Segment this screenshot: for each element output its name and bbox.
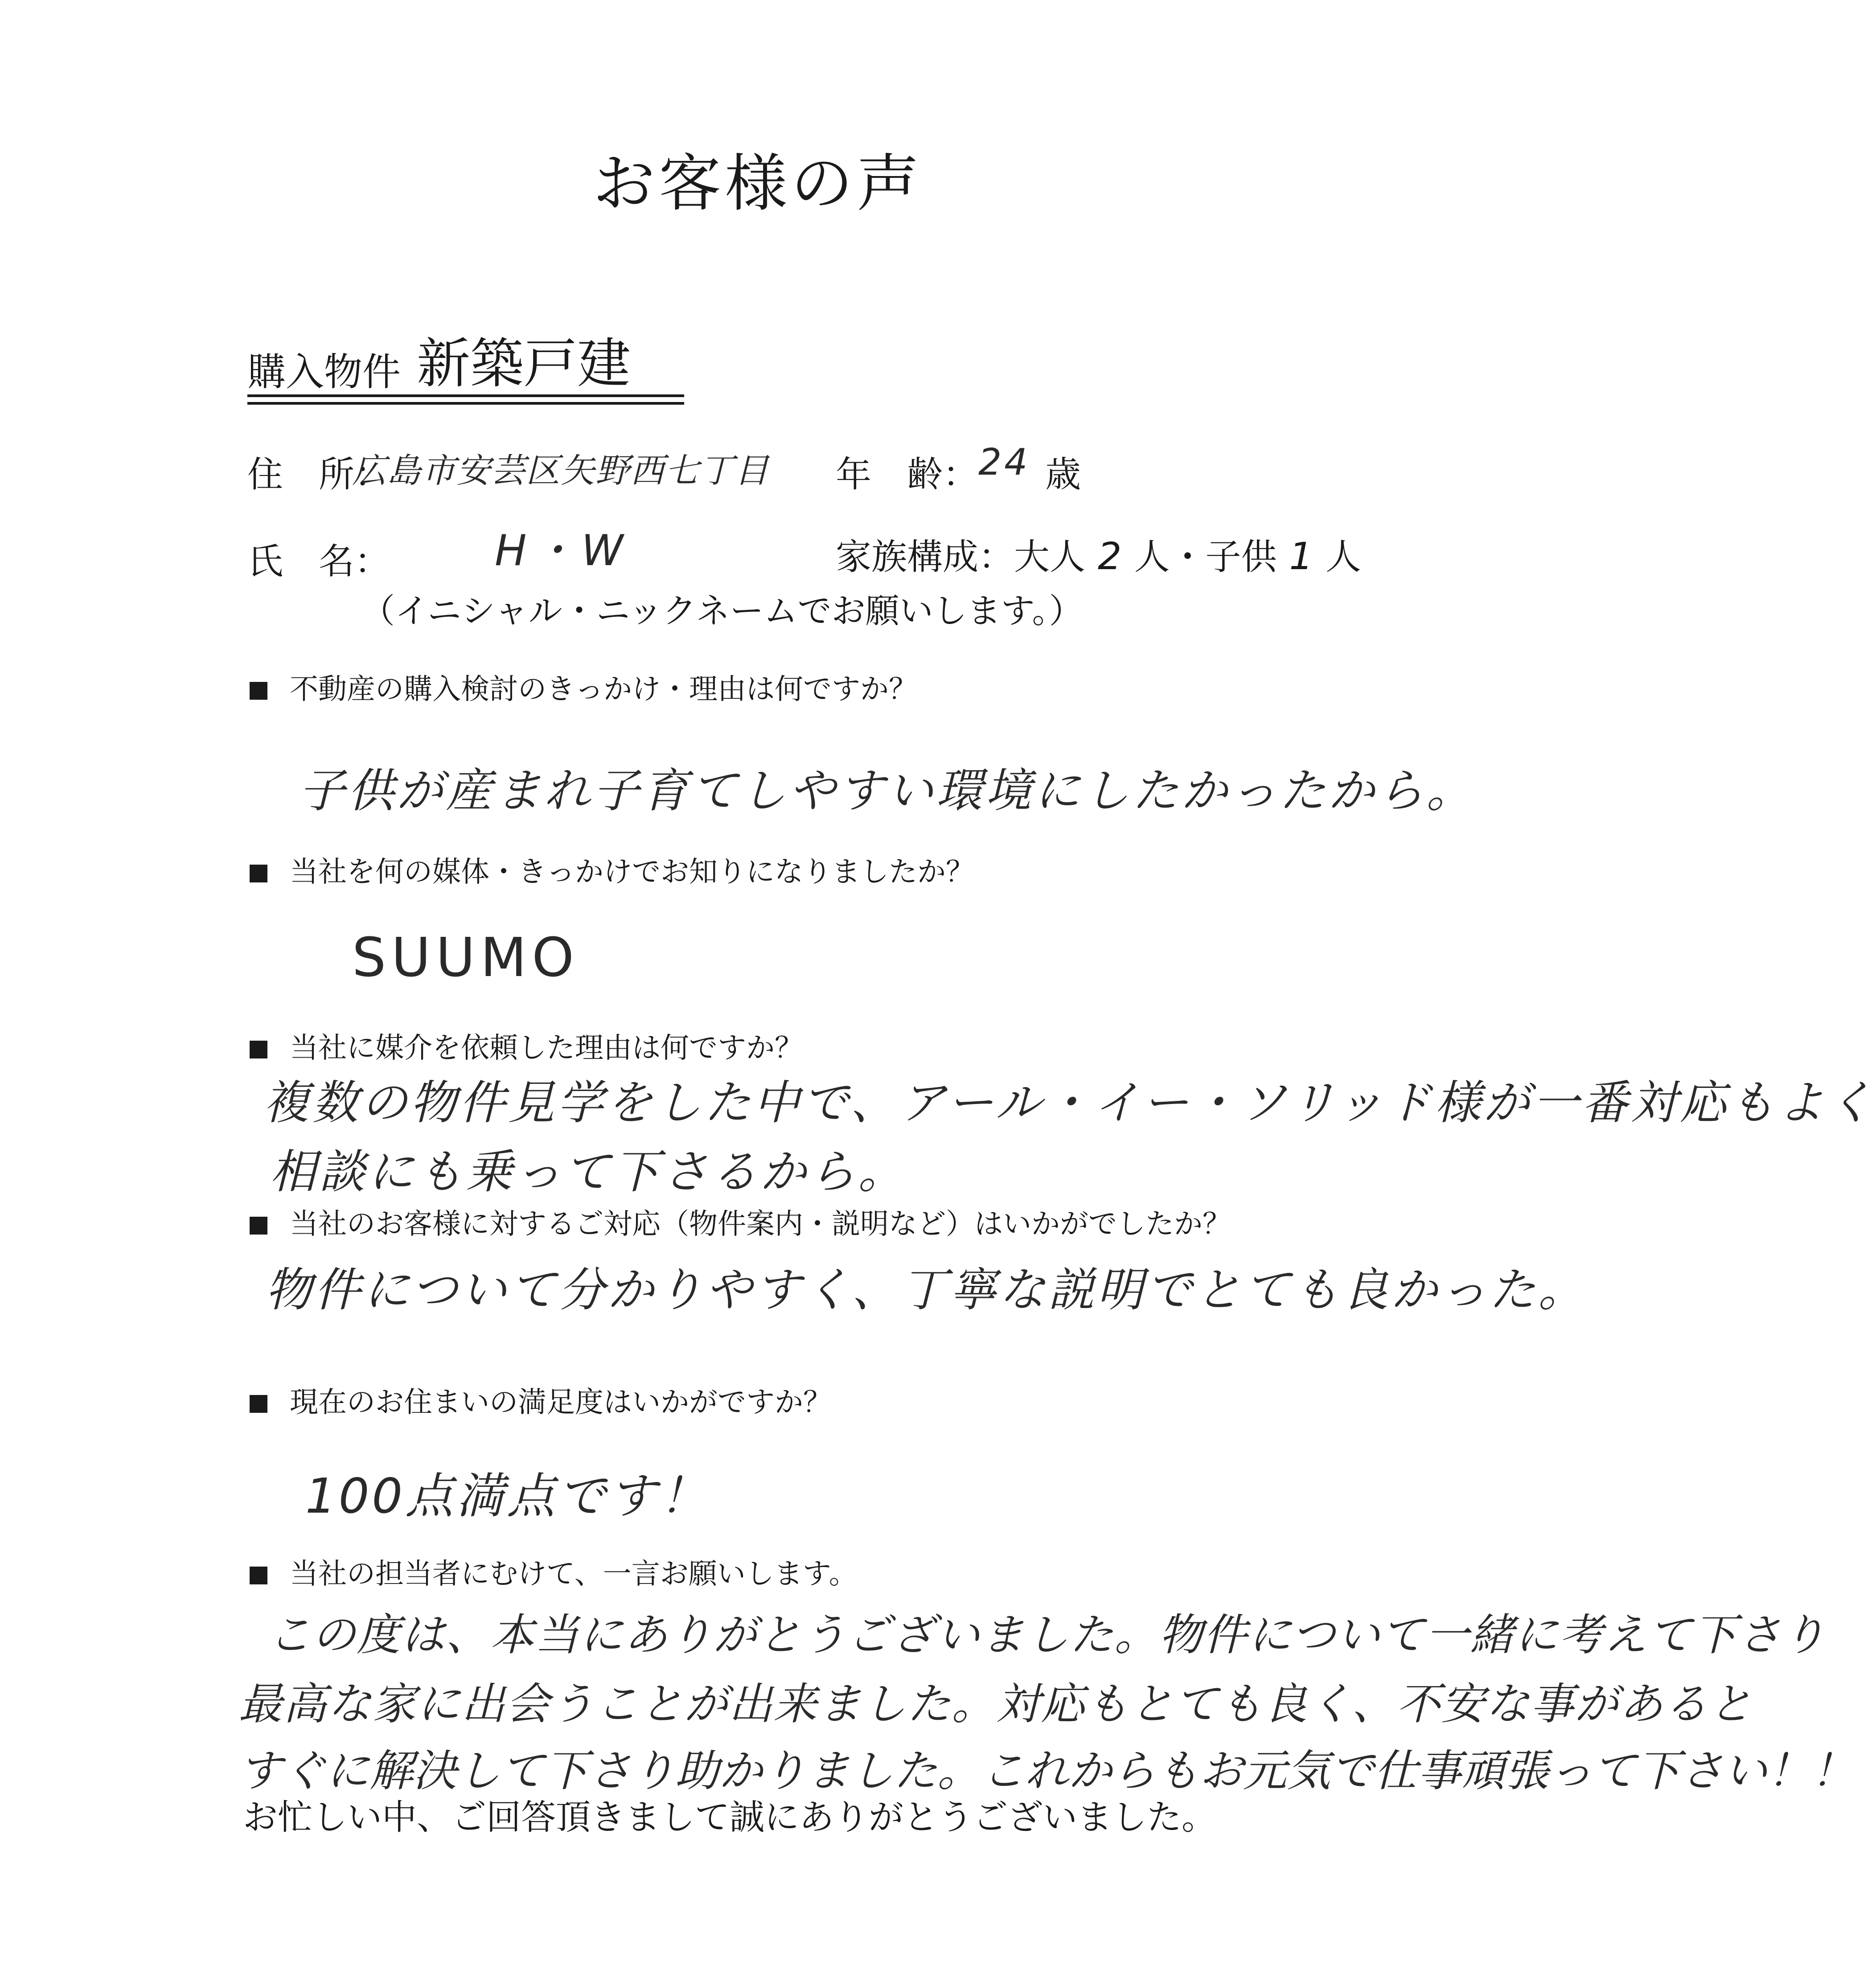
question-1 xyxy=(250,666,917,707)
name-value: H・W xyxy=(495,526,630,575)
bullet-square-icon xyxy=(250,682,267,700)
family-children-count: 1 xyxy=(1289,534,1313,578)
question-6-text: 当社の担当者にむけて、一言お願いします。 xyxy=(290,1558,858,1591)
answer-5: 100点満点です！ xyxy=(305,1469,710,1524)
question-3-text: 当社に媒介を依頼した理由は何ですか？ xyxy=(290,1032,803,1065)
bullet-square-icon xyxy=(250,1395,267,1413)
question-5 xyxy=(250,1379,832,1420)
answer-6-line-3: すぐに解決して下さり助かりました。これからもお元気で仕事頑張って下さい！！ xyxy=(238,1746,1855,1797)
answer-3-line-1: 複数の物件見学をした中で、アール・イー・ソリッド様が一番対応もよく xyxy=(263,1075,1876,1130)
question-4-text: 当社のお客様に対するご対応（物件案内・説明など）はいかがでしたか？ xyxy=(290,1208,1231,1241)
family-composition xyxy=(836,528,1361,579)
question-4 xyxy=(250,1201,1231,1242)
answer-4: 物件について分かりやすく、丁寧な説明でとても良かった。 xyxy=(265,1263,1587,1317)
family-adults-count: 2 xyxy=(1098,534,1122,578)
family-adults-label: 大人 xyxy=(1014,536,1085,578)
property-label: 購入物件 xyxy=(247,350,401,394)
age-label: 年 齢： xyxy=(836,454,978,495)
property-value: 新築戸建 xyxy=(417,333,631,395)
family-children-unit: 人 xyxy=(1325,536,1361,578)
answer-6-line-1: この度は、本当にありがとうございました。物件について一緒に考えて下さり xyxy=(267,1610,1827,1661)
family-label: 家族構成： xyxy=(836,536,1014,578)
question-1-text: 不動産の購入検討のきっかけ・理由は何ですか？ xyxy=(290,673,917,706)
answer-2: SUUMO xyxy=(352,927,579,989)
address-value: 広島市安芸区矢野西七丁目 xyxy=(352,451,769,490)
question-6 xyxy=(250,1551,858,1592)
question-5-text: 現在のお住まいの満足度はいかがですか？ xyxy=(290,1386,832,1419)
bullet-square-icon xyxy=(250,1041,267,1058)
name-note: （イニシャル・ニックネームでお願いします。） xyxy=(361,591,1083,631)
page-title: お客様の声 xyxy=(592,148,923,220)
answer-6-line-2: 最高な家に出会うことが出来ました。対応もとても良く、不安な事があると xyxy=(238,1679,1753,1730)
bullet-square-icon xyxy=(250,1567,267,1584)
answer-1: 子供が産まれ子育てしやすい環境にしたかったから。 xyxy=(299,763,1476,818)
property-underline-second xyxy=(247,402,684,405)
question-2-text: 当社を何の媒体・きっかけでお知りになりましたか？ xyxy=(290,856,974,889)
answer-3-line-2: 相談にも乗って下さるから。 xyxy=(270,1145,907,1199)
question-2 xyxy=(250,849,974,890)
age-unit: 歳 xyxy=(1045,454,1081,495)
question-3 xyxy=(250,1025,803,1066)
address-label: 住 所： xyxy=(247,454,390,495)
bullet-square-icon xyxy=(250,865,267,882)
name-label: 氏 名： xyxy=(247,541,390,582)
bullet-square-icon xyxy=(250,1217,267,1235)
family-adults-unit: 人・子供 xyxy=(1134,536,1277,578)
age-value: 24 xyxy=(978,441,1030,484)
property-underline xyxy=(247,394,684,397)
footer-thanks: お忙しい中、ご回答頂きまして誠にありがとうございました。 xyxy=(243,1797,1217,1838)
